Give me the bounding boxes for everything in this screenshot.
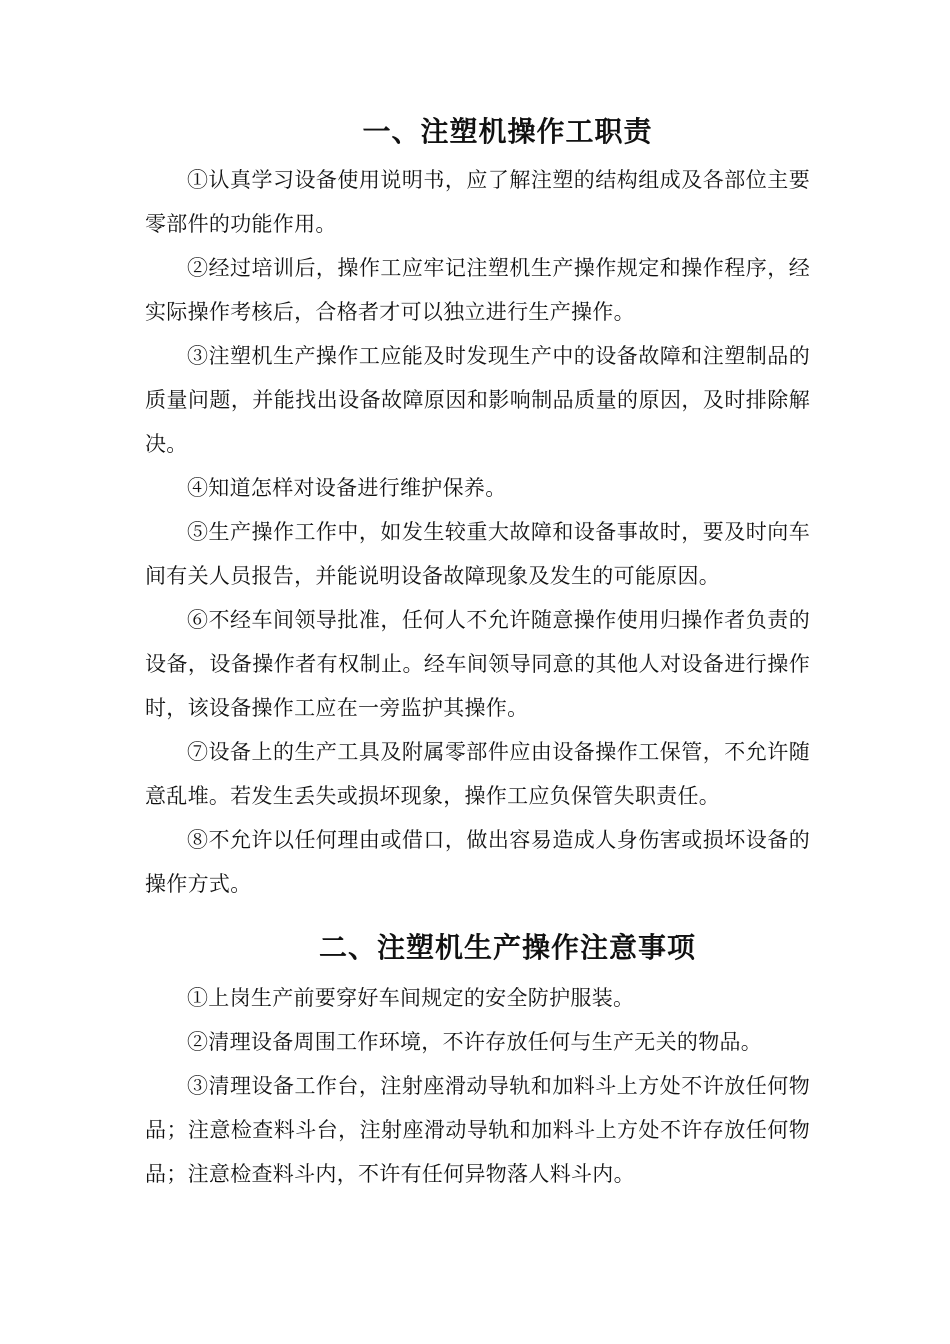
paragraph: ①认真学习设备使用说明书，应了解注塑的结构组成及各部位主要零部件的功能作用。 <box>145 168 810 236</box>
paragraph: ④知道怎样对设备进行维护保养。 <box>187 476 507 500</box>
paragraph: ⑥不经车间领导批准，任何人不允许随意操作使用归操作者负责的设备，设备操作者有权制止。经车间领导同意的其他人对设备进行操作时，该设备操作工应在一旁监护其操作。 <box>145 608 810 720</box>
paragraph: ⑧不允许以任何理由或借口，做出容易造成人身伤害或损坏设备的操作方式。 <box>145 828 810 896</box>
section-body <box>145 976 810 1196</box>
paragraph: ③注塑机生产操作工应能及时发现生产中的设备故障和注塑制品的质量问题，并能找出设备故障原因和影响制品质量的原因，及时排除解决。 <box>145 344 810 456</box>
paragraph: ⑤生产操作工作中，如发生较重大故障和设备事故时，要及时向车间有关人员报告，并能说明设备故障现象及发生的可能原因。 <box>145 520 810 588</box>
section-title: 一、注塑机操作工职责 <box>362 115 653 148</box>
paragraph: ⑦设备上的生产工具及附属零部件应由设备操作工保管，不允许随意乱堆。若发生丢失或损坏现象，操作工应负保管失职责任。 <box>145 740 810 808</box>
paragraph: ③清理设备工作台，注射座滑动导轨和加料斗上方处不许放任何物品；注意检查料斗台，注射座滑动导轨和加料斗上方处不许存放任何物品；注意检查料斗内，不许有任何异物落人料斗内。 <box>145 1074 810 1186</box>
section-title: 二、注塑机生产操作注意事项 <box>318 931 696 964</box>
paragraph: ①上岗生产前要穿好车间规定的安全防护服装。 <box>187 986 635 1010</box>
paragraph: ②清理设备周围工作环境，不许存放任何与生产无关的物品。 <box>187 1030 763 1054</box>
section-body <box>145 158 810 906</box>
paragraph: ②经过培训后，操作工应牢记注塑机生产操作规定和操作程序，经实际操作考核后，合格者才可以独立进行生产操作。 <box>145 256 810 324</box>
